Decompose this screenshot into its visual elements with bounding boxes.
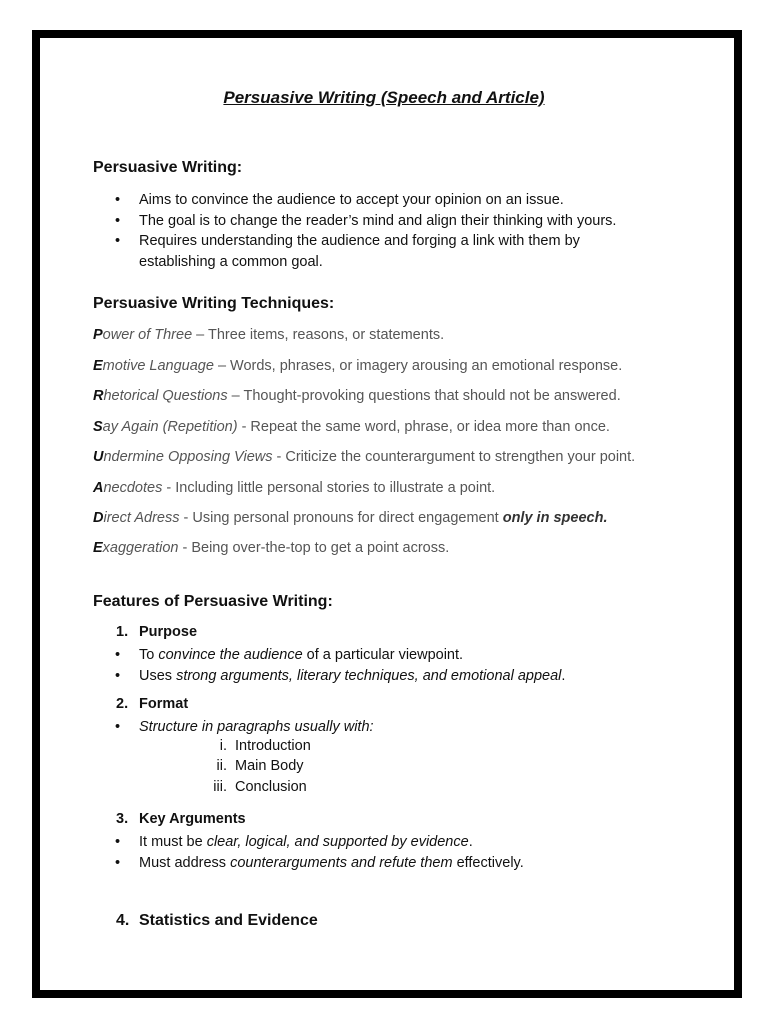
technique-item: Emotive Language – Words, phrases, or imagery arousing an emotional response. — [93, 358, 623, 374]
bullet-item: • To convince the audience of a particular viewpoint. — [139, 645, 679, 666]
feature-heading-format: 2. Format — [116, 696, 189, 712]
technique-item: Undermine Opposing Views - Criticize the counterargument to strengthen your point. — [93, 449, 636, 465]
bullet-icon: • — [115, 647, 121, 663]
bullet-item: • Requires understanding the audience and forging a link with them by — [139, 231, 679, 252]
feature-heading-key-arguments: 3. Key Arguments — [116, 811, 246, 827]
page-title: Persuasive Writing (Speech and Article) — [223, 88, 545, 107]
bullet-item: • Must address counterarguments and refute them effectively. — [139, 853, 679, 874]
bullet-icon: • — [115, 668, 121, 684]
technique-item: Exaggeration - Being over-the-top to get a point across. — [93, 540, 450, 556]
technique-item: Anecdotes - Including little personal stories to illustrate a point. — [93, 480, 496, 496]
roman-list-item: iii. Conclusion — [213, 779, 307, 795]
feature-heading-purpose: 1. Purpose — [116, 624, 198, 640]
technique-item: Direct Adress - Using personal pronouns for direct engagement only in speech. — [93, 510, 608, 526]
bullet-item: • It must be clear, logical, and supported by evidence. — [139, 832, 679, 853]
roman-list-item: i. Introduction — [219, 738, 311, 754]
technique-item: Say Again (Repetition) - Repeat the same word, phrase, or idea more than once. — [93, 419, 610, 435]
technique-item: Power of Three – Three items, reasons, or statements. — [93, 327, 445, 343]
bullet-item-continuation: establishing a common goal. — [139, 254, 323, 270]
bullet-icon: • — [115, 855, 121, 871]
bullet-item: • The goal is to change the reader’s mind and align their thinking with yours. — [139, 211, 679, 232]
bullet-icon: • — [115, 192, 121, 208]
bullet-icon: • — [115, 719, 121, 735]
section-heading-persuasive-writing: Persuasive Writing: — [93, 159, 243, 176]
bullet-icon: • — [115, 834, 121, 850]
section-heading-features: Features of Persuasive Writing: — [93, 593, 333, 610]
bullet-item: • Aims to convince the audience to accept your opinion on an issue. — [139, 190, 679, 211]
bullet-item: • Uses strong arguments, literary techniques, and emotional appeal. — [139, 666, 679, 687]
roman-list-item: ii. Main Body — [216, 758, 304, 774]
feature-heading-statistics: 4. Statistics and Evidence — [116, 912, 318, 929]
bullet-icon: • — [115, 213, 121, 229]
section-heading-techniques: Persuasive Writing Techniques: — [93, 295, 335, 312]
bullet-icon: • — [115, 233, 121, 249]
bullet-item: • Structure in paragraphs usually with: — [139, 717, 679, 738]
technique-item: Rhetorical Questions – Thought-provoking questions that should not be answered. — [93, 388, 621, 404]
